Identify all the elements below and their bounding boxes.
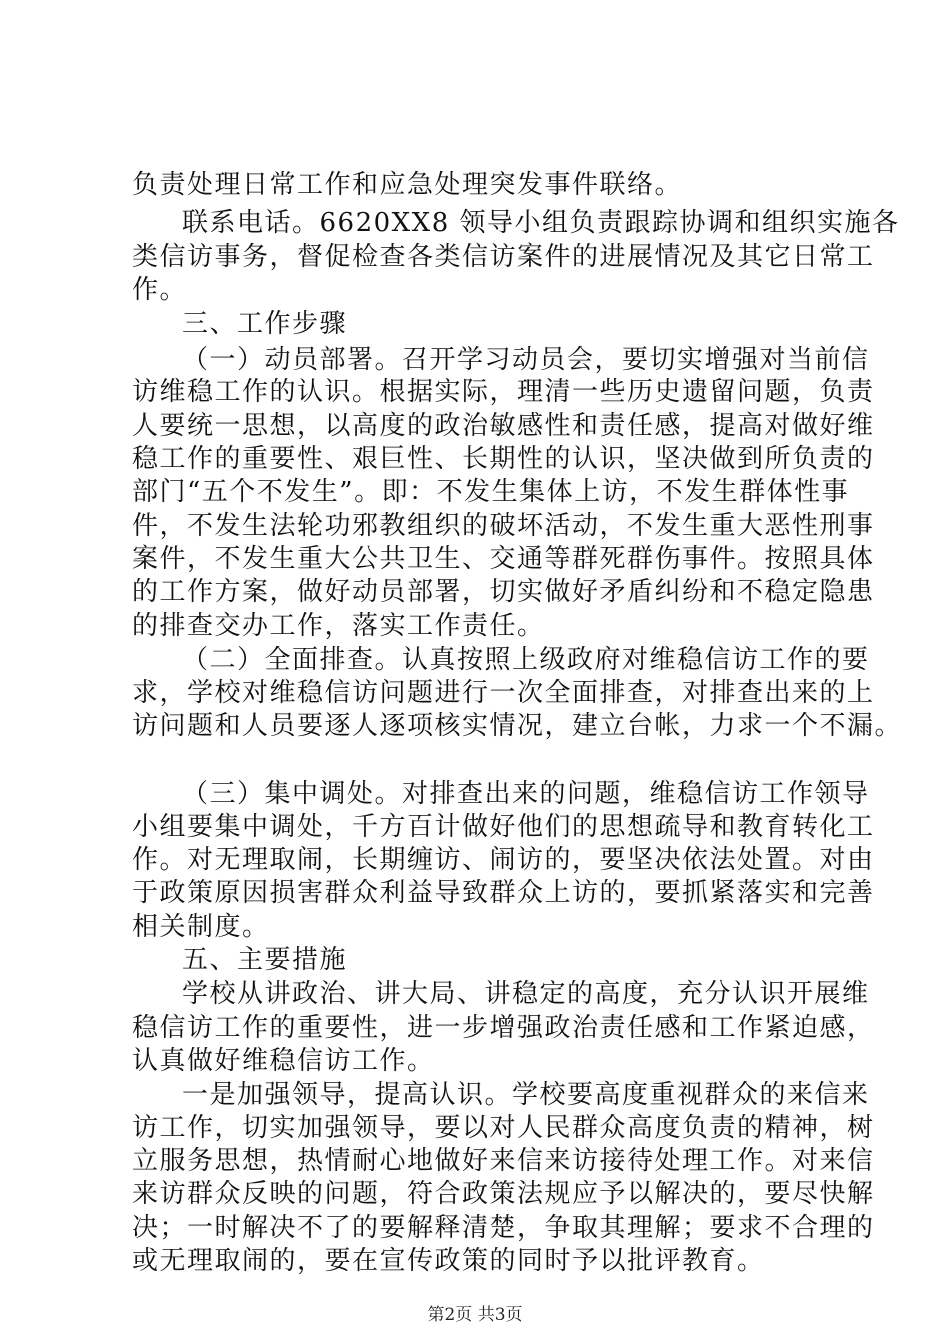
text-line: 访维稳工作的认识。根据实际，理清一些历史遗留问题，负责	[132, 377, 875, 407]
text-line: 来访群众反映的问题，符合政策法规应予以解决的，要尽快解	[132, 1179, 875, 1209]
text-line: 立服务思想，热情耐心地做好来信来访接待处理工作。对来信	[132, 1146, 875, 1176]
text-line: 的排查交办工作，落实工作责任。	[132, 611, 545, 641]
text-line: 负责处理日常工作和应急处理突发事件联络。	[132, 170, 683, 200]
section-heading: 五、主要措施	[182, 945, 348, 975]
text-line: 决；一时解决不了的要解释清楚，争取其理解；要求不合理的	[132, 1213, 875, 1243]
text-line: 或无理取闹的，要在宣传政策的同时予以批评教育。	[132, 1246, 765, 1276]
text-line: 件，不发生法轮功邪教组织的破坏活动，不发生重大恶性刑事	[132, 511, 875, 541]
text-line: 小组要集中调处，千方百计做好他们的思想疏导和教育转化工	[132, 812, 875, 842]
text-line: 人要统一思想，以高度的政治敏感性和责任感，提高对做好维	[132, 411, 875, 441]
text-line: 访问题和人员要逐人逐项核实情况，建立台帐，力求一个不漏。	[132, 711, 903, 741]
text-line: 类信访事务，督促检查各类信访案件的进展情况及其它日常工	[132, 242, 875, 272]
text-line: 访工作，切实加强领导，要以对人民群众高度负责的精神，树	[132, 1113, 875, 1143]
text-line: 作。对无理取闹，长期缠访、闹访的，要坚决依法处置。对由	[132, 845, 875, 875]
text-line: （二）全面排查。认真按照上级政府对维稳信访工作的要	[182, 645, 870, 675]
text-line: 学校从讲政治、讲大局、讲稳定的高度，充分认识开展维	[182, 979, 870, 1009]
text-line: 相关制度。	[132, 912, 270, 942]
text-line: （三）集中调处。对排查出来的问题，维稳信访工作领导	[182, 779, 870, 809]
page-footer: 第2页 共3页	[427, 1305, 523, 1325]
text-line: 一是加强领导，提高认识。学校要高度重视群众的来信来	[182, 1080, 870, 1110]
text-line: 求，学校对维稳信访问题进行一次全面排查，对排查出来的上	[132, 678, 875, 708]
text-line: 的工作方案，做好动员部署，切实做好矛盾纠纷和不稳定隐患	[132, 577, 875, 607]
section-heading: 三、工作步骤	[182, 309, 348, 339]
text-line: 部门“五个不发生”。即：不发生集体上访，不发生群体性事	[132, 477, 850, 507]
text-line: 稳信访工作的重要性，进一步增强政治责任感和工作紧迫感，	[132, 1013, 875, 1043]
text-line: 作。	[132, 275, 188, 305]
text-line: 认真做好维稳信访工作。	[132, 1046, 435, 1076]
text-line: 联系电话。6620XX8 领导小组负责跟踪协调和组织实施各	[182, 208, 900, 238]
text-line: 于政策原因损害群众利益导致群众上访的，要抓紧落实和完善	[132, 878, 875, 908]
text-line: 案件，不发生重大公共卫生、交通等群死群伤事件。按照具体	[132, 544, 875, 574]
text-line: 稳工作的重要性、艰巨性、长期性的认识，坚决做到所负责的	[132, 444, 875, 474]
text-line: （一）动员部署。召开学习动员会，要切实增强对当前信	[182, 345, 870, 375]
